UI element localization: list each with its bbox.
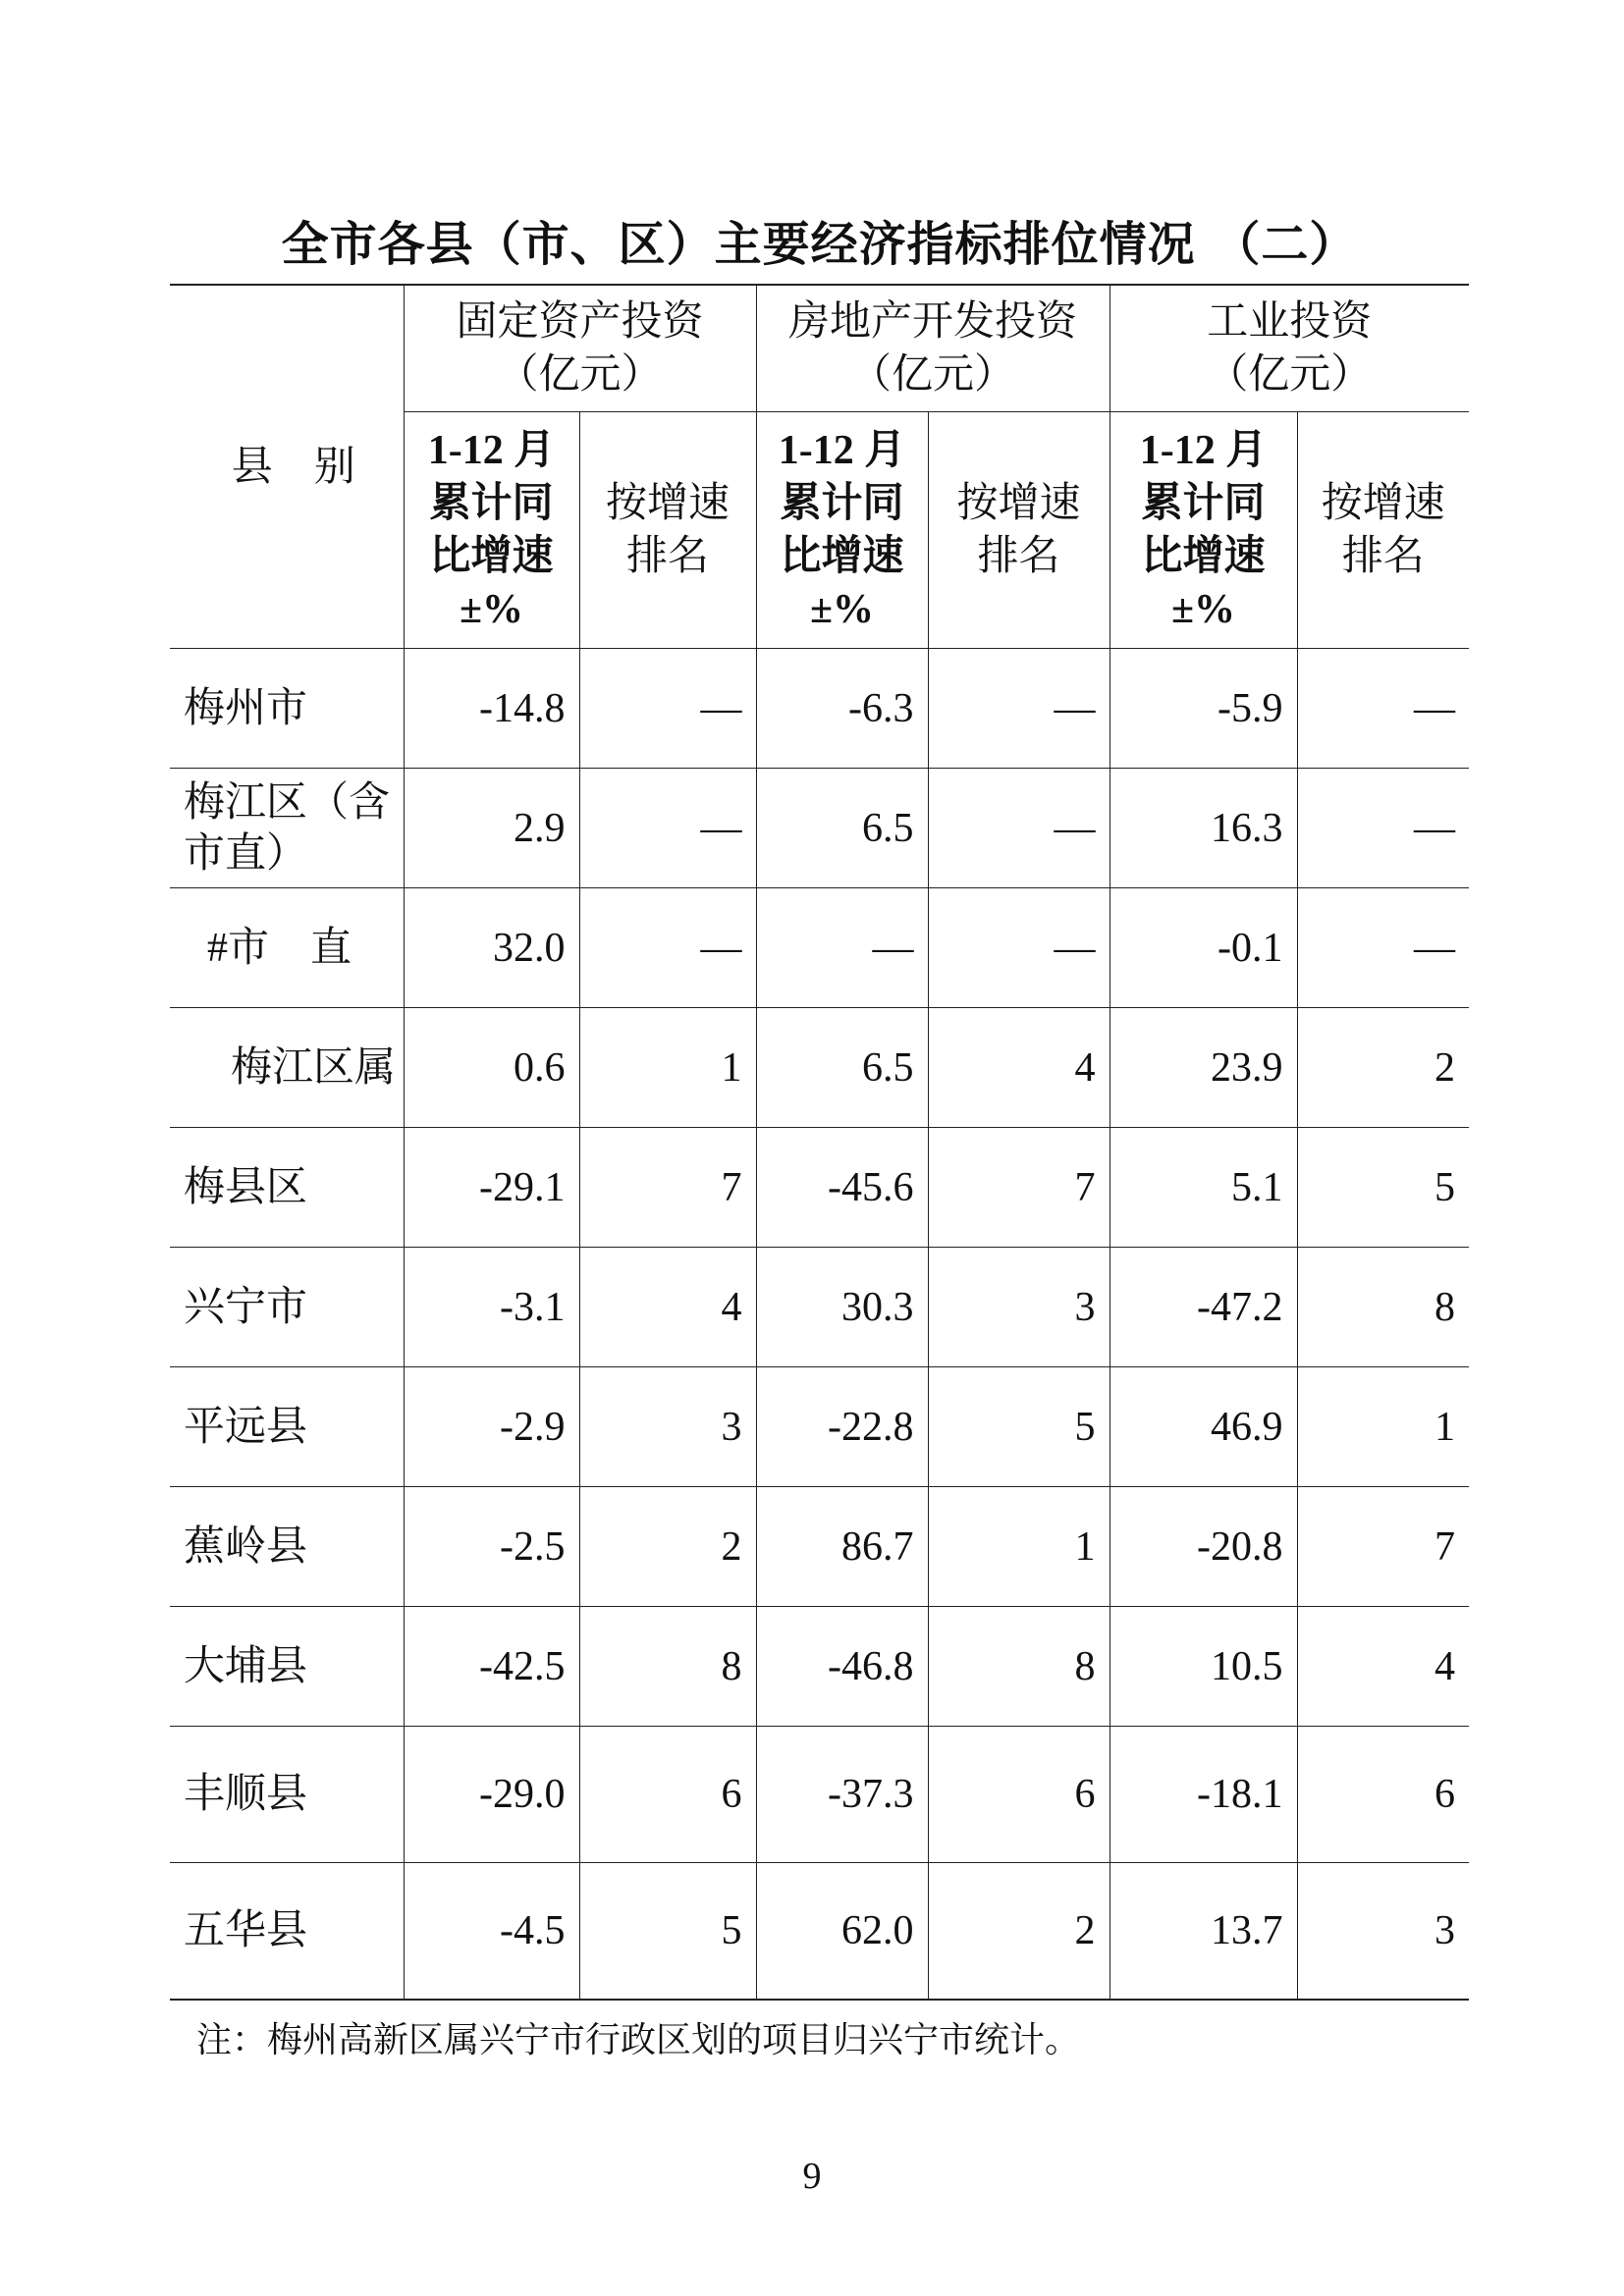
growth-cell: 6.5: [756, 769, 928, 888]
table-row: [170, 1487, 1469, 1607]
rank-cell: 2: [928, 1863, 1110, 2001]
rank-cell: 1: [928, 1487, 1110, 1607]
county-name: #市 直: [170, 888, 404, 1008]
rank-cell: 5: [928, 1367, 1110, 1487]
county-name: 五华县: [170, 1863, 404, 2001]
header-line: 比增速: [780, 534, 904, 579]
header-line: 累计同: [1141, 481, 1266, 526]
rank-cell: 5: [579, 1863, 756, 2001]
rank-cell: 4: [928, 1008, 1110, 1128]
page-title: 全市各县（市、区）主要经济指标排位情况 （二）: [281, 217, 1358, 272]
header-line: 按增速: [606, 481, 731, 526]
group-name: 房地产开发投资: [788, 299, 1078, 345]
group-header-real-estate: [756, 285, 1110, 412]
header-line: 排名: [977, 534, 1060, 579]
growth-cell: 10.5: [1110, 1607, 1297, 1727]
county-name: 蕉岭县: [170, 1487, 404, 1607]
rank-cell: 6: [579, 1727, 756, 1863]
growth-cell: 46.9: [1110, 1367, 1297, 1487]
rank-cell: —: [579, 769, 756, 888]
rank-cell: 7: [928, 1128, 1110, 1248]
rank-cell: —: [1297, 888, 1469, 1008]
growth-cell: -0.1: [1110, 888, 1297, 1008]
growth-cell: 2.9: [404, 769, 579, 888]
rank-cell: 5: [1297, 1128, 1469, 1248]
county-name: 大埔县: [170, 1607, 404, 1727]
header-line: 比增速: [429, 534, 554, 579]
header-line: ±%: [1171, 587, 1236, 632]
header-line: 排名: [626, 534, 710, 579]
growth-rate-header: [404, 412, 579, 649]
table-row: [170, 1367, 1469, 1487]
header-line: 按增速: [956, 481, 1081, 526]
page-number: 9: [802, 2156, 822, 2197]
growth-cell: -37.3: [756, 1727, 928, 1863]
growth-cell: -29.1: [404, 1128, 579, 1248]
group-unit: （亿元）: [1207, 352, 1373, 398]
rank-cell: 3: [928, 1248, 1110, 1367]
growth-cell: 6.5: [756, 1008, 928, 1128]
table-row: [170, 1727, 1469, 1863]
rank-cell: —: [928, 769, 1110, 888]
growth-cell: 30.3: [756, 1248, 928, 1367]
growth-cell: -46.8: [756, 1607, 928, 1727]
growth-rate-header: [1110, 412, 1297, 649]
county-name: 平远县: [170, 1367, 404, 1487]
rank-cell: 8: [579, 1607, 756, 1727]
rank-cell: —: [579, 649, 756, 769]
growth-cell: 62.0: [756, 1863, 928, 2001]
growth-cell: -14.8: [404, 649, 579, 769]
rank-cell: 7: [579, 1128, 756, 1248]
group-unit: （亿元）: [850, 352, 1016, 398]
rank-cell: 6: [1297, 1727, 1469, 1863]
group-unit: （亿元）: [497, 352, 663, 398]
table-row: [170, 1008, 1469, 1128]
header-line: 按增速: [1321, 481, 1445, 526]
group-header-fixed-asset: [404, 285, 756, 412]
growth-cell: -22.8: [756, 1367, 928, 1487]
growth-rate-header: [756, 412, 928, 649]
table-row: [170, 649, 1469, 769]
county-name: 梅江区（含市直）: [170, 769, 404, 888]
growth-cell: 86.7: [756, 1487, 928, 1607]
growth-cell: 5.1: [1110, 1128, 1297, 1248]
growth-cell: -2.9: [404, 1367, 579, 1487]
group-name: 工业投资: [1207, 299, 1373, 345]
header-line: 排名: [1341, 534, 1425, 579]
rank-header: [1297, 412, 1469, 649]
table-row: [170, 1607, 1469, 1727]
table-row: [170, 1248, 1469, 1367]
header-line: 1-12 月: [427, 428, 556, 473]
rank-cell: 8: [928, 1607, 1110, 1727]
growth-cell: -47.2: [1110, 1248, 1297, 1367]
growth-cell: 13.7: [1110, 1863, 1297, 2001]
growth-cell: —: [756, 888, 928, 1008]
rank-cell: 4: [1297, 1607, 1469, 1727]
rank-cell: —: [1297, 769, 1469, 888]
growth-cell: 0.6: [404, 1008, 579, 1128]
economic-indicator-table: [170, 284, 1469, 2001]
header-line: 累计同: [429, 481, 554, 526]
rank-cell: —: [928, 888, 1110, 1008]
table-row: [170, 769, 1469, 888]
growth-cell: -20.8: [1110, 1487, 1297, 1607]
county-name: 梅州市: [170, 649, 404, 769]
rank-cell: 1: [579, 1008, 756, 1128]
rank-cell: —: [1297, 649, 1469, 769]
rank-cell: 2: [1297, 1008, 1469, 1128]
rank-cell: 2: [579, 1487, 756, 1607]
header-line: 比增速: [1141, 534, 1266, 579]
county-name: 梅江区属: [170, 1008, 404, 1128]
table-row: [170, 888, 1469, 1008]
rank-header: [928, 412, 1110, 649]
rank-cell: 4: [579, 1248, 756, 1367]
rank-cell: 6: [928, 1727, 1110, 1863]
rank-cell: —: [928, 649, 1110, 769]
footnote: 注：梅州高新区属兴宁市行政区划的项目归兴宁市统计。: [196, 2020, 1081, 2059]
growth-cell: -45.6: [756, 1128, 928, 1248]
growth-cell: -18.1: [1110, 1727, 1297, 1863]
growth-cell: -3.1: [404, 1248, 579, 1367]
county-header: 县 别: [170, 285, 404, 649]
growth-cell: -42.5: [404, 1607, 579, 1727]
rank-cell: 1: [1297, 1367, 1469, 1487]
growth-cell: -6.3: [756, 649, 928, 769]
table-row: [170, 1863, 1469, 2001]
rank-cell: —: [579, 888, 756, 1008]
growth-cell: 32.0: [404, 888, 579, 1008]
group-name: 固定资产投资: [456, 299, 704, 345]
rank-header: [579, 412, 756, 649]
county-name: 兴宁市: [170, 1248, 404, 1367]
rank-cell: 3: [1297, 1863, 1469, 2001]
growth-cell: -29.0: [404, 1727, 579, 1863]
header-line: ±%: [459, 587, 524, 632]
growth-cell: -2.5: [404, 1487, 579, 1607]
growth-cell: 16.3: [1110, 769, 1297, 888]
growth-cell: -5.9: [1110, 649, 1297, 769]
growth-cell: 23.9: [1110, 1008, 1297, 1128]
header-line: ±%: [809, 587, 875, 632]
header-line: 1-12 月: [778, 428, 906, 473]
header-line: 累计同: [780, 481, 904, 526]
header-row-groups: [170, 285, 1469, 412]
rank-cell: 3: [579, 1367, 756, 1487]
county-name: 丰顺县: [170, 1727, 404, 1863]
group-header-industrial: [1110, 285, 1469, 412]
table-row: [170, 1128, 1469, 1248]
growth-cell: -4.5: [404, 1863, 579, 2001]
rank-cell: 8: [1297, 1248, 1469, 1367]
county-name: 梅县区: [170, 1128, 404, 1248]
rank-cell: 7: [1297, 1487, 1469, 1607]
header-line: 1-12 月: [1139, 428, 1268, 473]
